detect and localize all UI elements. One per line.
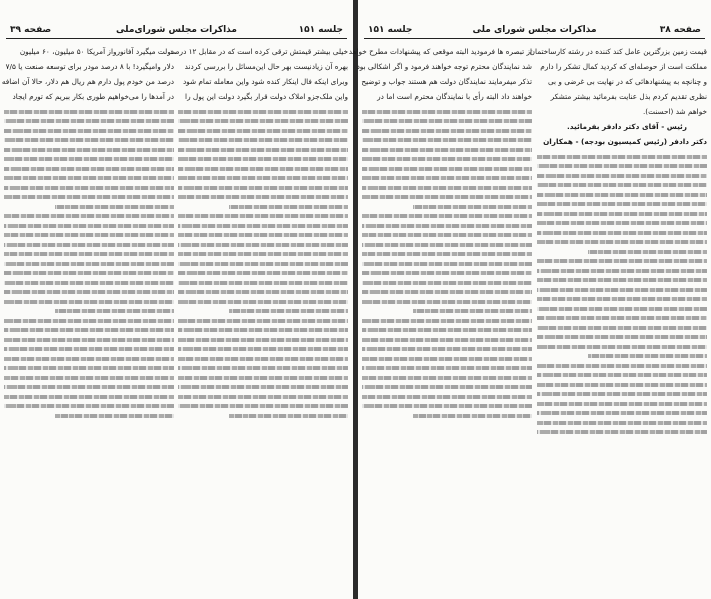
text-line-placeholder — [537, 164, 707, 168]
text-line-placeholder — [362, 328, 532, 332]
text-line-placeholder — [4, 290, 174, 294]
text-line-placeholder — [537, 212, 707, 216]
text-line-placeholder — [537, 402, 707, 406]
text-line-placeholder — [178, 167, 348, 171]
text-line-placeholder — [362, 214, 532, 218]
text-line-placeholder — [4, 385, 174, 389]
page-header — [364, 24, 705, 39]
text-line-placeholder — [537, 269, 707, 273]
text-line-placeholder — [178, 262, 348, 266]
text-line-placeholder — [362, 271, 532, 275]
text-line-placeholder — [537, 364, 707, 368]
text-line-placeholder — [4, 252, 174, 256]
text-line-placeholder — [362, 252, 532, 256]
speaker-line: دکتر دادفر (رئیس کمیسیون بودجه) - همکاران — [543, 137, 707, 146]
text-line-placeholder — [537, 335, 707, 339]
text-line-placeholder — [229, 309, 348, 313]
text-line: دلار وامیگیرد! با ۸ درصد مودر برای توسعه صنعت یا ۷/۵ — [5, 62, 174, 71]
text-line-placeholder — [178, 119, 348, 123]
text-line-placeholder — [4, 214, 174, 218]
text-line-placeholder — [413, 414, 532, 418]
text-line-placeholder — [178, 281, 348, 285]
text-line-placeholder — [362, 110, 532, 114]
text-line: درصد من خودم پول دارم هم ریال هم دلار، حالا آن اضافه — [1, 77, 174, 86]
text-line: واین ملک‌جزو املاک دولت قرار بگیرد دولت این پول را — [185, 92, 348, 101]
text-line-placeholder — [362, 300, 532, 304]
text-line-placeholder — [362, 138, 532, 142]
text-line-placeholder — [537, 174, 707, 178]
text-line-placeholder — [178, 347, 348, 351]
text-line-placeholder — [362, 233, 532, 237]
text-line-placeholder — [537, 326, 707, 330]
text-column-right — [529, 44, 707, 594]
text-line-placeholder — [178, 290, 348, 294]
text-line-placeholder — [362, 385, 532, 389]
text-line-placeholder — [362, 119, 532, 123]
text-line-placeholder — [537, 240, 707, 244]
text-line: مملکت است از حوصله‌ای که کردید کمال تشکر را دارم — [540, 62, 707, 71]
text-line-placeholder — [178, 328, 348, 332]
text-line-placeholder — [362, 243, 532, 247]
running-title: مذاکرات مجلس شورای ملی — [472, 25, 597, 35]
text-line-placeholder — [537, 411, 707, 415]
text-line-placeholder — [178, 176, 348, 180]
text-line-placeholder — [4, 195, 174, 199]
text-line-placeholder — [537, 383, 707, 387]
text-line-placeholder — [178, 338, 348, 342]
text-line-placeholder — [178, 195, 348, 199]
text-line-placeholder — [362, 404, 532, 408]
text-line-placeholder — [362, 366, 532, 370]
text-line-placeholder — [4, 243, 174, 247]
scanned-text-block — [178, 110, 348, 418]
text-line: و چنانچه به پیشنهادهائی که در نهایت بی غرضی و بی — [547, 77, 707, 86]
text-line-placeholder — [537, 421, 707, 425]
text-line-placeholder — [4, 300, 174, 304]
text-line-placeholder — [4, 148, 174, 152]
text-line-placeholder — [178, 243, 348, 247]
text-line-placeholder — [4, 281, 174, 285]
text-line-placeholder — [4, 233, 174, 237]
text-line-placeholder — [178, 138, 348, 142]
text-line-placeholder — [362, 224, 532, 228]
text-line-placeholder — [4, 129, 174, 133]
text-line-placeholder — [178, 395, 348, 399]
text-line: خواهم شد (احسنت). — [642, 107, 707, 116]
text-line-placeholder — [362, 186, 532, 190]
session-number: جلسه ۱۵۱ — [298, 25, 343, 35]
text-line-placeholder — [4, 167, 174, 171]
text-line: از تبصره ها فرمودید البته موقعی که پیشنهادات مطرح خواهد — [348, 47, 532, 56]
text-line-placeholder — [362, 290, 532, 294]
text-line-placeholder — [537, 221, 707, 225]
text-line-placeholder — [362, 376, 532, 380]
text-line-placeholder — [4, 404, 174, 408]
text-line-placeholder — [4, 366, 174, 370]
page-number: صفحه ۳۹ — [10, 25, 52, 35]
text-line-placeholder — [4, 376, 174, 380]
text-line-placeholder — [178, 157, 348, 161]
text-line-placeholder — [537, 288, 707, 292]
text-line-placeholder — [588, 354, 707, 358]
text-line-placeholder — [537, 155, 707, 159]
text-line-placeholder — [4, 319, 174, 323]
text-line-placeholder — [537, 297, 707, 301]
text-column-left — [348, 44, 532, 594]
text-line-placeholder — [178, 233, 348, 237]
text-line: دولت میگیرد آفانورواز آمریکا ۵۰ میلیون، ۶۰ میلیون — [19, 47, 174, 56]
text-line-placeholder — [178, 271, 348, 275]
text-line-placeholder — [4, 176, 174, 180]
session-number: جلسه ۱۵۱ — [368, 25, 413, 35]
text-line-placeholder — [178, 385, 348, 389]
text-line-placeholder — [4, 224, 174, 228]
text-line-placeholder — [178, 186, 348, 190]
text-line-placeholder — [4, 119, 174, 123]
scanned-text-block — [362, 110, 532, 418]
text-line-placeholder — [537, 202, 707, 206]
text-line-placeholder — [178, 148, 348, 152]
text-column-left — [1, 44, 174, 594]
text-line-placeholder — [537, 193, 707, 197]
text-line-placeholder — [362, 148, 532, 152]
text-line-placeholder — [362, 262, 532, 266]
text-line-placeholder — [4, 395, 174, 399]
text-line-placeholder — [178, 357, 348, 361]
text-line-placeholder — [4, 338, 174, 342]
text-line-placeholder — [537, 183, 707, 187]
text-line-placeholder — [362, 281, 532, 285]
text-line-placeholder — [4, 271, 174, 275]
text-line-placeholder — [537, 231, 707, 235]
text-line-placeholder — [178, 366, 348, 370]
text-line: قیمت زمین بزرگترین عامل کند کننده در رشته کارساختمان — [529, 47, 707, 56]
text-line: در آمدها را می‌خواهیم طوری بکار ببریم که تورم ایجاد — [12, 92, 174, 101]
text-line-placeholder — [537, 307, 707, 311]
text-line: وبرای اینکه فال اینکار کنده شود واین معامله تمام شود — [182, 77, 348, 86]
text-line-placeholder — [4, 262, 174, 266]
text-line-placeholder — [537, 345, 707, 349]
text-line-placeholder — [4, 347, 174, 351]
text-line-placeholder — [55, 309, 174, 313]
text-line-placeholder — [362, 319, 532, 323]
text-line-placeholder — [362, 338, 532, 342]
text-line-placeholder — [178, 300, 348, 304]
text-line-placeholder — [178, 110, 348, 114]
text-line: تذکر میفرمایند نمایندگان دولت هم هستند جواب و توضیح — [361, 77, 532, 86]
text-line-placeholder — [362, 195, 532, 199]
text-line-placeholder — [362, 157, 532, 161]
text-line: شد نمایندگان محترم توجه خواهند فرمود و اگر اشکالی بود — [356, 62, 532, 71]
text-line-placeholder — [362, 167, 532, 171]
text-line-placeholder — [4, 186, 174, 190]
text-line: خیلی بیشتر قیمتش ترقی کرده است که در مقابل ۱۲ درصد — [169, 47, 348, 56]
text-line-placeholder — [4, 110, 174, 114]
text-line-placeholder — [362, 129, 532, 133]
text-line-placeholder — [537, 430, 707, 434]
text-line-placeholder — [55, 414, 174, 418]
scanned-text-block — [537, 155, 707, 435]
text-line-placeholder — [178, 224, 348, 228]
text-line-placeholder — [4, 157, 174, 161]
page-header — [6, 24, 347, 39]
page-number: صفحه ۳۸ — [659, 25, 701, 35]
text-column-right — [169, 44, 348, 594]
text-line-placeholder — [229, 414, 348, 418]
left-page — [0, 0, 353, 599]
text-line-placeholder — [178, 319, 348, 323]
text-line-placeholder — [362, 395, 532, 399]
scanned-text-block — [4, 110, 174, 418]
text-line-placeholder — [413, 205, 532, 209]
right-page — [348, 0, 711, 599]
running-title: مذاکرات مجلس شورای‌ملی — [116, 25, 237, 35]
text-line-placeholder — [588, 250, 707, 254]
text-line-placeholder — [537, 316, 707, 320]
text-line-placeholder — [229, 205, 348, 209]
text-line-placeholder — [537, 392, 707, 396]
speaker-line: رئیس - آقای دکتر دادفر بفرمائید. — [567, 122, 687, 131]
text-line-placeholder — [178, 214, 348, 218]
text-line-placeholder — [178, 404, 348, 408]
text-line-placeholder — [178, 376, 348, 380]
text-line-placeholder — [537, 278, 707, 282]
text-line-placeholder — [178, 129, 348, 133]
text-line-placeholder — [4, 138, 174, 142]
text-line-placeholder — [537, 259, 707, 263]
text-line-placeholder — [55, 205, 174, 209]
text-line-placeholder — [413, 309, 532, 313]
text-line-placeholder — [362, 176, 532, 180]
text-line: نظری تقدیم کردم بذل عنایت بفرمائید بیشتر متشکر — [550, 92, 707, 101]
text-line-placeholder — [362, 357, 532, 361]
text-line-placeholder — [4, 328, 174, 332]
text-line-placeholder — [362, 347, 532, 351]
text-line-placeholder — [4, 357, 174, 361]
text-line-placeholder — [537, 373, 707, 377]
text-line: خواهند داد البته رأی با نمایندگان محترم است اما در — [377, 92, 532, 101]
text-line-placeholder — [178, 252, 348, 256]
text-line: بهره آن زیادنیست بهر حال این‌مسائل را بررسی کردند — [184, 62, 348, 71]
